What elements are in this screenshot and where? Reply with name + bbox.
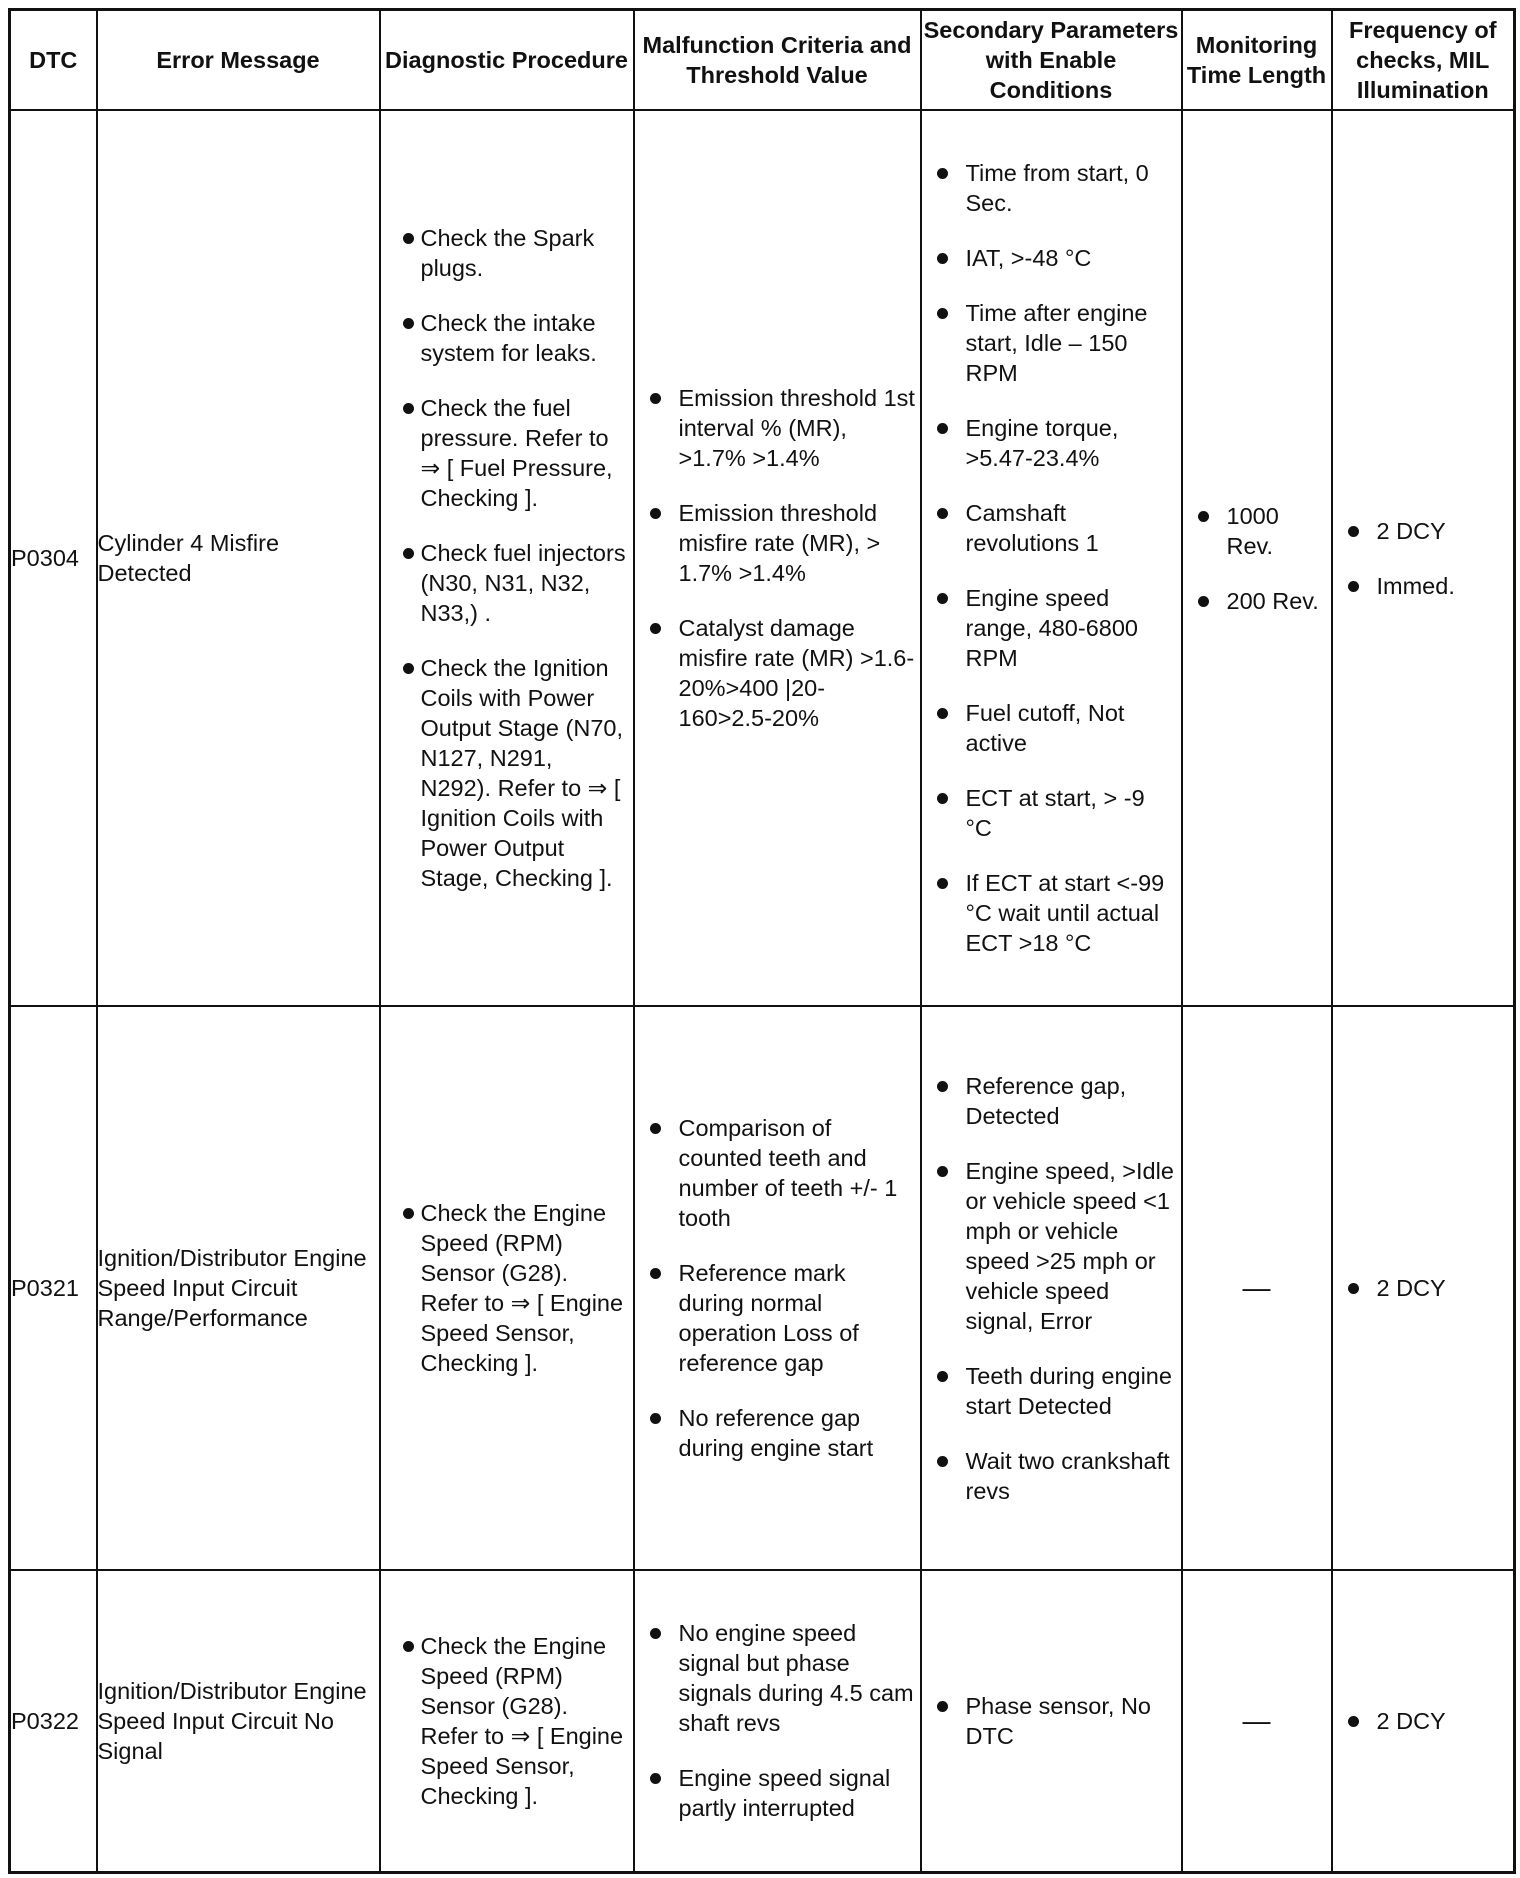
header-secondary-parameters: Secondary Parameters with Enable Conditions (921, 10, 1182, 111)
list-item: Time after engine start, Idle – 150 RPM (922, 298, 1177, 388)
list-item: ECT at start, > -9 °C (922, 783, 1177, 843)
frequency (1332, 1006, 1515, 1570)
malfunction-criteria (634, 1570, 921, 1872)
diagnostic-procedure (380, 1570, 634, 1872)
list-item: Reference mark during normal operation Loss of reference gap (635, 1258, 916, 1378)
list-item: Check the Spark plugs. (381, 223, 629, 283)
list-item: Check the Ignition Coils with Power Output Stage (N70, N127, N291, N292). Refer to ⇒ [ Ignition Coils with Power Output Stage, Checking ]. (381, 653, 629, 893)
list-item: 1000 Rev. (1183, 501, 1327, 561)
dtc-table-container (8, 8, 1513, 1870)
list-item: Fuel cutoff, Not active (922, 698, 1177, 758)
secondary-parameters (921, 1006, 1182, 1570)
malfunction-criteria (634, 110, 921, 1006)
list-item: Engine speed range, 480-6800 RPM (922, 583, 1177, 673)
list-item: No engine speed signal but phase signals during 4.5 cam shaft revs (635, 1618, 916, 1738)
list-item: 200 Rev. (1183, 586, 1327, 616)
dtc-code: P0321 (10, 1006, 97, 1570)
list-item: No reference gap during engine start (635, 1403, 916, 1463)
list-item: Emission threshold 1st interval % (MR), >1.7% >1.4% (635, 383, 916, 473)
diagnostic-procedure (380, 110, 634, 1006)
monitoring-time (1182, 110, 1332, 1006)
list-item: Camshaft revolutions 1 (922, 498, 1177, 558)
list-item: 2 DCY (1333, 1273, 1510, 1303)
table-row (10, 1006, 1515, 1570)
list-item: Check the intake system for leaks. (381, 308, 629, 368)
list-item: Comparison of counted teeth and number of teeth +/- 1 tooth (635, 1113, 916, 1233)
list-item: Engine speed signal partly interrupted (635, 1763, 916, 1823)
list-item: Emission threshold misfire rate (MR), > 1.7% >1.4% (635, 498, 916, 588)
list-item: Engine speed, >Idle or vehicle speed <1 mph or vehicle speed >25 mph or vehicle speed signal, Error (922, 1156, 1177, 1336)
list-item: Wait two crankshaft revs (922, 1446, 1177, 1506)
error-message: Ignition/Distributor Engine Speed Input Circuit Range/Performance (97, 1006, 380, 1570)
list-item: IAT, >-48 °C (922, 243, 1177, 273)
list-item: If ECT at start <-99 °C wait until actual ECT >18 °C (922, 868, 1177, 958)
list-item: Check fuel injectors (N30, N31, N32, N33,) . (381, 538, 629, 628)
list-item: Teeth during engine start Detected (922, 1361, 1177, 1421)
list-item: Reference gap, Detected (922, 1071, 1177, 1131)
monitoring-time: — (1182, 1570, 1332, 1872)
monitoring-time: — (1182, 1006, 1332, 1570)
secondary-parameters (921, 110, 1182, 1006)
header-frequency: Frequency of checks, MIL Illumination (1332, 10, 1515, 111)
list-item: Time from start, 0 Sec. (922, 158, 1177, 218)
header-row (10, 10, 1515, 111)
header-dtc: DTC (10, 10, 97, 111)
frequency (1332, 110, 1515, 1006)
frequency (1332, 1570, 1515, 1872)
list-item: Check the fuel pressure. Refer to ⇒ [ Fuel Pressure, Checking ]. (381, 393, 629, 513)
list-item: Catalyst damage misfire rate (MR) >1.6-20%>400 |20-160>2.5-20% (635, 613, 916, 733)
table-row (10, 1570, 1515, 1872)
header-monitoring-time: Monitoring Time Length (1182, 10, 1332, 111)
secondary-parameters (921, 1570, 1182, 1872)
diagnostic-procedure (380, 1006, 634, 1570)
list-item: Engine torque, >5.47-23.4% (922, 413, 1177, 473)
list-item: 2 DCY (1333, 1706, 1510, 1736)
error-message: Ignition/Distributor Engine Speed Input Circuit No Signal (97, 1570, 380, 1872)
header-diagnostic-procedure: Diagnostic Procedure (380, 10, 634, 111)
error-message: Cylinder 4 Misfire Detected (97, 110, 380, 1006)
dtc-code: P0322 (10, 1570, 97, 1872)
list-item: Phase sensor, No DTC (922, 1691, 1177, 1751)
table-row (10, 110, 1515, 1006)
malfunction-criteria (634, 1006, 921, 1570)
header-error-message: Error Message (97, 10, 380, 111)
list-item: Check the Engine Speed (RPM) Sensor (G28). Refer to ⇒ [ Engine Speed Sensor, Checking ]. (381, 1631, 629, 1811)
dtc-code: P0304 (10, 110, 97, 1006)
header-malfunction-criteria: Malfunction Criteria and Threshold Value (634, 10, 921, 111)
list-item: Immed. (1333, 571, 1510, 601)
list-item: Check the Engine Speed (RPM) Sensor (G28). Refer to ⇒ [ Engine Speed Sensor, Checking ]. (381, 1198, 629, 1378)
list-item: 2 DCY (1333, 516, 1510, 546)
dtc-table (8, 8, 1516, 1874)
